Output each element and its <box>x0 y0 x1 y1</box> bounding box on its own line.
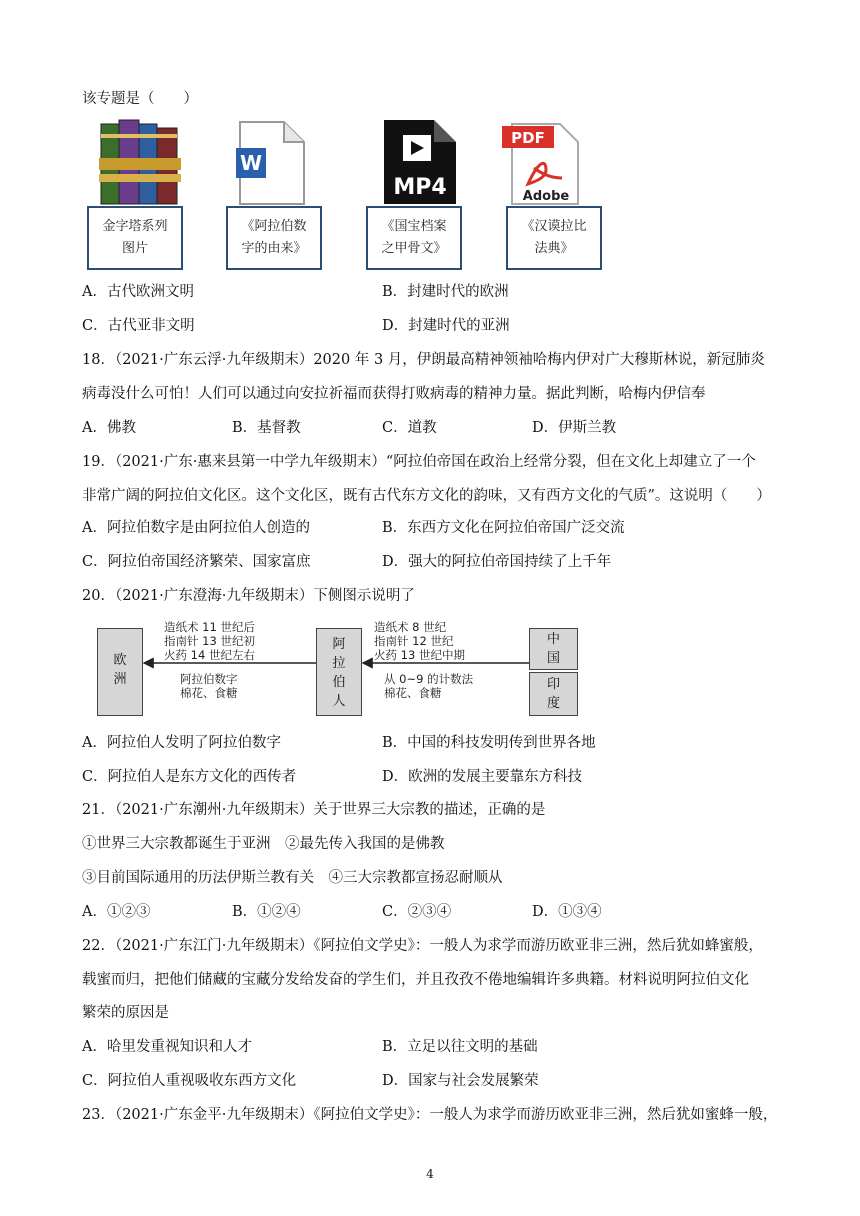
q22-stem-line1: 22．（2021·广东江门·九年级期末）《阿拉伯文学史》：一般人为求学而游历欧亚非三洲，然后犹如蜂蜜般， <box>82 938 763 954</box>
q19-option-d: D．强大的阿拉伯帝国持续了上千年 <box>382 554 612 570</box>
q17-option-c: C．古代亚非文明 <box>82 318 195 334</box>
right-top-annotation: 造纸术 8 世纪 指南针 12 世纪 火药 13 世纪中期 <box>374 620 465 662</box>
europe-box: 欧 洲 <box>97 628 143 716</box>
q19-option-c: C．阿拉伯帝国经济繁荣、国家富庶 <box>82 554 311 570</box>
q21-stem-line3: ③目前国际通用的历法伊斯兰教有关 ④三大宗教都宣扬忍耐顺从 <box>82 870 503 886</box>
q19-option-a: A．阿拉伯数字是由阿拉伯人创造的 <box>82 520 310 536</box>
arab-box: 阿 拉 伯 人 <box>316 628 362 716</box>
q18-option-a: A．佛教 <box>82 420 136 436</box>
q22-option-a: A．哈里发重视知识和人才 <box>82 1039 252 1055</box>
q17-option-a: A．古代欧洲文明 <box>82 284 194 300</box>
q20-stem-line1: 20．（2021·广东澄海·九年级期末）下侧图示说明了 <box>82 588 415 604</box>
q20-option-b: B．中国的科技发明传到世界各地 <box>382 735 596 751</box>
q18-stem-line1: 18．（2021·广东云浮·九年级期末）2020 年 3 月，伊朗最高精神领袖哈梅内伊对广大穆斯林说，新冠肺炎 <box>82 352 765 368</box>
q17-stem-tail: 该专题是（ ） <box>82 91 198 107</box>
pdf-label: PDF <box>511 129 545 147</box>
q18-option-c: C．道教 <box>382 420 437 436</box>
q18-option-b: B．基督教 <box>232 420 301 436</box>
left-top-annotation: 造纸术 11 世纪后 指南针 13 世纪初 火药 14 世纪左右 <box>164 620 255 662</box>
q18-stem-line2: 病毒没什么可怕！人们可以通过向安拉祈福而获得打败病毒的精神力量。据此判断，哈梅内伊信奉 <box>82 386 706 402</box>
caption-word: 《阿拉伯数 字的由来》 <box>226 206 322 270</box>
q17-option-b: B．封建时代的欧洲 <box>382 284 509 300</box>
q20-option-d: D．欧洲的发展主要靠东方科技 <box>382 769 583 785</box>
q21-option-a: A．①②③ <box>82 904 151 920</box>
china-box: 中 国 <box>529 628 578 670</box>
q19-option-b: B．东西方文化在阿拉伯帝国广泛交流 <box>382 520 625 536</box>
q21-stem-line1: 21．（2021·广东潮州·九年级期末）关于世界三大宗教的描述，正确的是 <box>82 802 546 818</box>
mp4-label: MP4 <box>393 175 447 200</box>
adobe-label: Adobe <box>522 189 570 204</box>
q18-option-d: D．伊斯兰教 <box>532 420 617 436</box>
caption-books: 金字塔系列 图片 <box>87 206 183 270</box>
word-w-label: W <box>239 151 263 175</box>
caption-mp4: 《国宝档案 之甲骨文》 <box>366 206 462 270</box>
q22-stem-line2: 载蜜而归，把他们储藏的宝藏分发给发奋的学生们，并且孜孜不倦地编辑许多典籍。材料说明阿拉伯文化 <box>82 972 749 988</box>
q22-option-c: C．阿拉伯人重视吸收东西方文化 <box>82 1073 297 1089</box>
india-box: 印 度 <box>529 672 578 716</box>
q21-option-c: C．②③④ <box>382 904 452 920</box>
q17-option-d: D．封建时代的亚洲 <box>382 318 510 334</box>
q21-option-b: B．①②④ <box>232 904 301 920</box>
q20-option-a: A．阿拉伯人发明了阿拉伯数字 <box>82 735 281 751</box>
caption-pdf: 《汉谟拉比 法典》 <box>506 206 602 270</box>
q21-stem-line2: ①世界三大宗教都诞生于亚洲 ②最先传入我国的是佛教 <box>82 836 445 852</box>
q22-stem-line3: 繁荣的原因是 <box>82 1005 169 1021</box>
page-number: 4 <box>426 1167 434 1181</box>
left-bottom-annotation: 阿拉伯数字 棉花、食糖 <box>180 672 238 700</box>
q22-option-d: D．国家与社会发展繁荣 <box>382 1073 539 1089</box>
q20-option-c: C．阿拉伯人是东方文化的西传者 <box>82 769 297 785</box>
q19-stem-line2: 非常广阔的阿拉伯文化区。这个文化区，既有古代东方文化的韵味，又有西方文化的气质”。这说明（ ） <box>82 488 771 504</box>
q21-option-d: D．①③④ <box>532 904 602 920</box>
q23-stem-line1: 23．（2021·广东金平·九年级期末）《阿拉伯文学史》：一般人为求学而游历欧亚非三洲，然后犹如蜜蜂一般， <box>82 1107 778 1123</box>
q22-option-b: B．立足以往文明的基础 <box>382 1039 538 1055</box>
q19-stem-line1: 19．（2021·广东·惠来县第一中学九年级期末）“阿拉伯帝国在政治上经常分裂，但在文化上却建立了一个 <box>82 454 756 470</box>
right-bottom-annotation: 从 0~9 的计数法 棉花、食糖 <box>384 672 474 700</box>
